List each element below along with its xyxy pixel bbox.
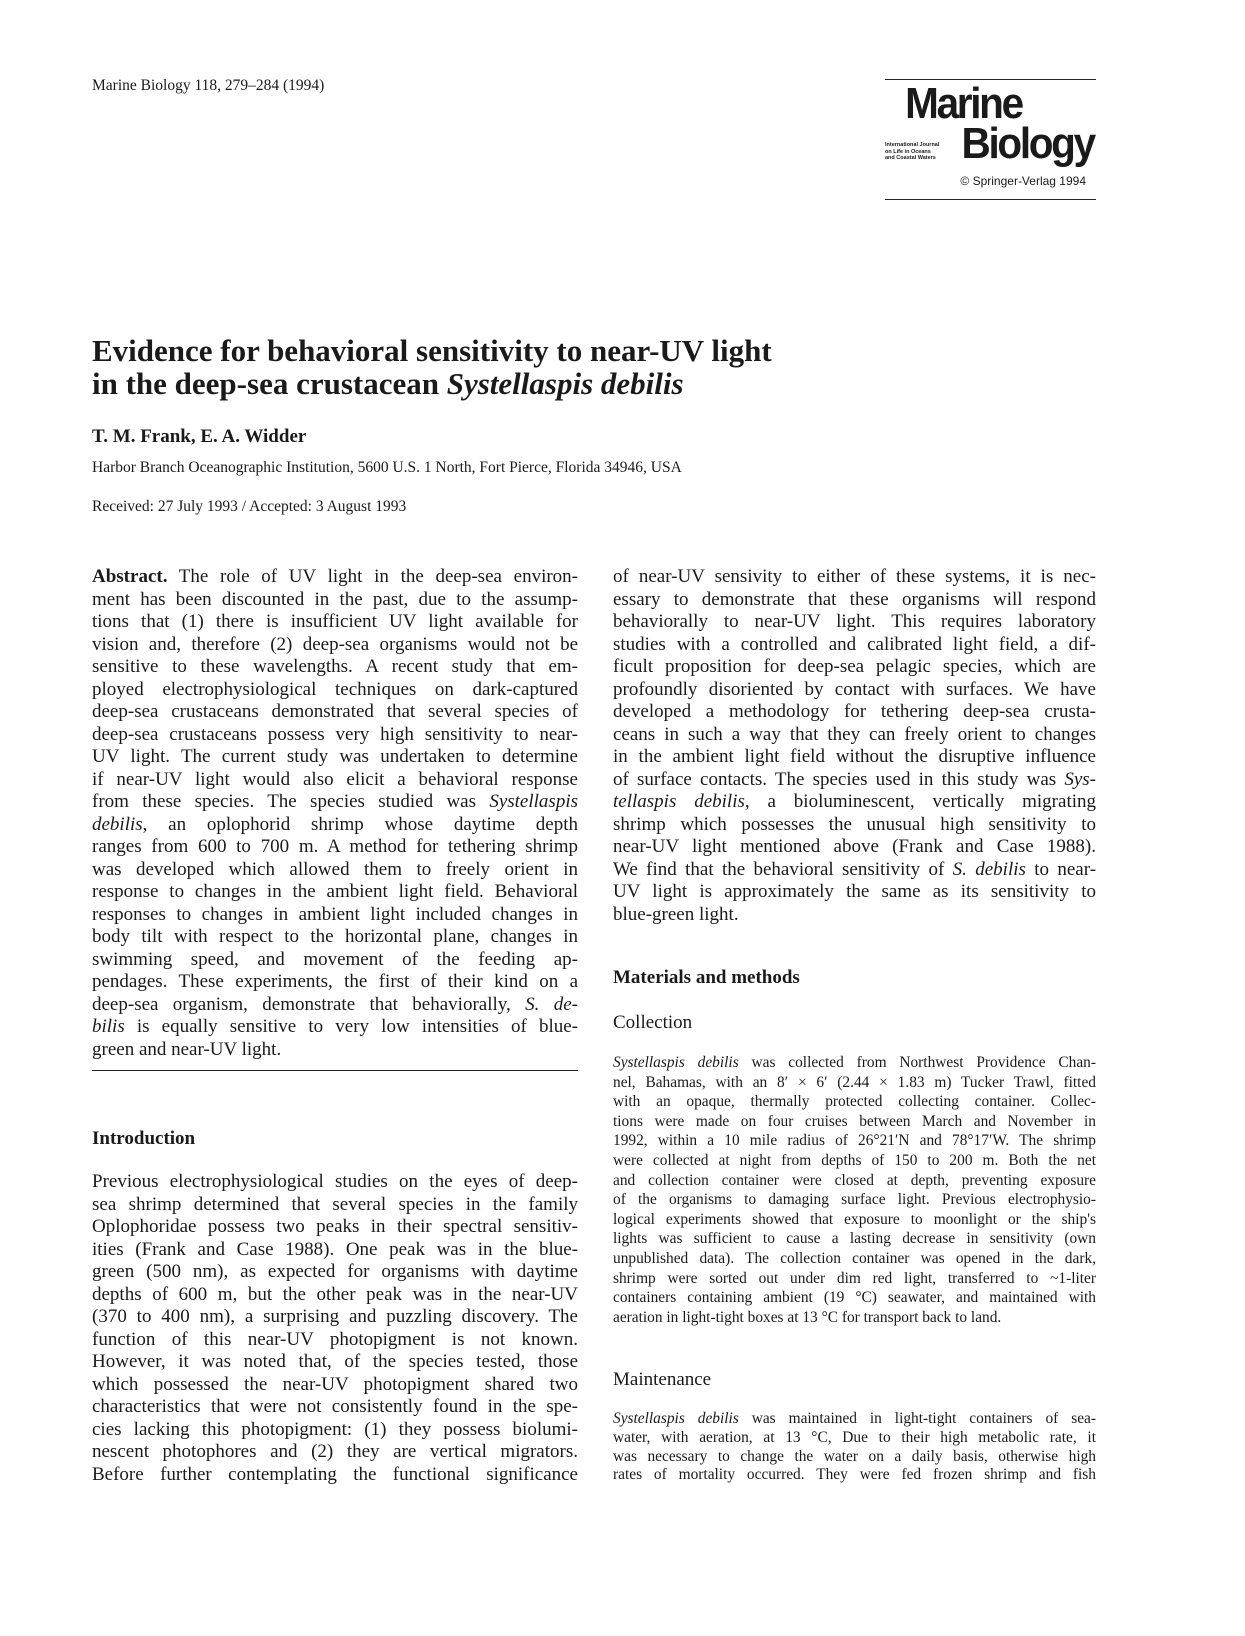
- journal-reference: Marine Biology 118, 279–284 (1994): [92, 77, 325, 94]
- authors: T. M. Frank, E. A. Widder: [92, 426, 307, 447]
- text-segment: We find that the behavioral sensitivity of: [613, 858, 953, 880]
- text-segment: , an oplophorid shrimp whose daytime depth: [142, 813, 578, 835]
- text-segment: Oplophoridae possess two peaks in their spectral sensitiv-: [92, 1216, 578, 1237]
- text-line: [613, 746, 1096, 769]
- text-line: [613, 566, 1096, 589]
- text-segment: deep-sea organism, demonstrate that behaviorally,: [92, 993, 526, 1015]
- text-segment: ment has been discounted in the past, due to the assump-: [92, 588, 578, 610]
- text-segment: deep-sea crustaceans demonstrated that several species of: [92, 701, 578, 722]
- text-segment: was necessary to change the water on a daily basis, otherwise high: [613, 1447, 1096, 1465]
- text-segment: in the ambient light field without the disruptive influence: [613, 746, 1096, 767]
- text-line: [613, 1448, 1096, 1467]
- text-line: [613, 724, 1096, 747]
- text-segment: nel, Bahamas, with an 8′ × 6′ (2.44 × 1.83 m) Tucker Trawl, fitted: [613, 1073, 1096, 1091]
- copyright: © Springer-Verlag 1994: [960, 174, 1086, 188]
- text-line: [613, 1466, 1096, 1485]
- text-line: [613, 634, 1096, 657]
- text-segment: was developed which allowed them to freely orient in: [92, 858, 578, 880]
- article-title: [92, 334, 772, 400]
- text-line: [613, 1092, 1096, 1112]
- text-line: [613, 1131, 1096, 1151]
- text-line: [613, 1269, 1096, 1289]
- logo-word-biology: Biology: [961, 119, 1094, 168]
- abstract-divider: [92, 1070, 578, 1071]
- text-segment: tions that (1) there is insufficient UV light available for: [92, 611, 578, 632]
- text-segment: of near-UV sensivity to either of these systems, it is nec-: [613, 566, 1096, 587]
- text-line: [92, 971, 578, 994]
- italic-text: Systellaspis: [489, 791, 578, 812]
- text-line: [613, 1288, 1096, 1308]
- text-segment: behaviorally to near-UV light. This requires laboratory: [613, 611, 1096, 632]
- italic-text: Systellaspis debilis: [446, 366, 684, 401]
- text-segment: to near-: [1025, 858, 1097, 880]
- text-line: [613, 1112, 1096, 1132]
- text-segment: ities (Frank and Case 1988). One peak was in the blue-: [92, 1238, 578, 1260]
- text-segment: The role of UV light in the deep-sea environ-: [167, 566, 578, 587]
- text-line: [92, 634, 578, 657]
- text-line: [613, 904, 1096, 927]
- text-line: [92, 1441, 578, 1464]
- text-line: [613, 1190, 1096, 1210]
- bold-label: Abstract.: [92, 566, 168, 587]
- text-segment: Previous electrophysiological studies on the eyes of deep-: [92, 1171, 578, 1192]
- text-line: [92, 1374, 578, 1397]
- text-segment: cies lacking this photopigment: (1) they possess biolumi-: [92, 1418, 578, 1440]
- introduction-heading: Introduction: [92, 1128, 196, 1149]
- text-segment: Before further contemplating the functional significance: [92, 1463, 578, 1485]
- text-line: [92, 334, 772, 367]
- logo-subtitle: [885, 142, 945, 162]
- text-segment: nescent photophores and (2) they are vertical migrators.: [92, 1441, 578, 1462]
- text-line: [92, 724, 578, 747]
- text-line: [613, 1308, 1096, 1328]
- italic-text: Systellaspis debilis: [613, 1054, 739, 1071]
- text-segment: Evidence for behavioral sensitivity to near-UV light: [92, 333, 772, 368]
- text-line: [613, 1171, 1096, 1191]
- text-line: [92, 1216, 578, 1239]
- text-segment: studies with a controlled and calibrated light field, a dif-: [613, 633, 1096, 655]
- text-segment: unpublished data). The collection container was opened in the dark,: [613, 1249, 1096, 1267]
- text-line: [613, 611, 1096, 634]
- italic-text: debilis: [92, 813, 143, 835]
- collection-heading: Collection: [613, 1012, 693, 1033]
- text-segment: UV light. The current study was undertaken to determine: [92, 746, 578, 767]
- text-segment: lights was sufficient to cause a lasting decrease in sensitivity (own: [613, 1230, 1096, 1248]
- text-segment: which possessed the near-UV photopigment shared two: [92, 1373, 578, 1395]
- text-segment: (370 to 400 nm), a surprising and puzzling discovery. The: [92, 1306, 578, 1327]
- text-line: [92, 994, 578, 1017]
- affiliation: Harbor Branch Oceanographic Institution, 5600 U.S. 1 North, Fort Pierce, Florida 34946, USA: [92, 459, 682, 476]
- text-segment: body tilt with respect to the horizontal plane, changes in: [92, 926, 578, 947]
- text-line: [92, 814, 578, 837]
- text-line: [92, 611, 578, 634]
- methods-heading: Materials and methods: [613, 967, 800, 988]
- text-line: [613, 859, 1096, 882]
- abstract: [92, 566, 578, 1061]
- text-line: [613, 836, 1096, 859]
- logo-subtitle-line: and Coastal Waters: [885, 155, 936, 161]
- text-segment: depths of 600 m, but the other peak was in the near-UV: [92, 1283, 578, 1305]
- text-line: [613, 1210, 1096, 1230]
- text-segment: vision and, therefore (2) deep-sea organisms would not be: [92, 633, 578, 655]
- text-line: [613, 1053, 1096, 1073]
- text-line: [92, 949, 578, 972]
- text-line: [92, 367, 772, 400]
- journal-logo: [885, 79, 1096, 200]
- text-line: [92, 1306, 578, 1329]
- text-segment: shrimp were sorted out under dim red light, transferred to ~1-liter: [613, 1269, 1096, 1287]
- italic-text: bilis: [92, 1016, 125, 1037]
- text-line: [92, 746, 578, 769]
- text-line: [613, 1410, 1096, 1429]
- text-segment: profoundly disoriented by contact with surfaces. We have: [613, 678, 1096, 700]
- text-segment: swimming speed, and movement of the feeding ap-: [92, 948, 578, 970]
- text-line: [92, 836, 578, 859]
- text-line: [92, 1039, 578, 1062]
- text-segment: developed a methodology for tethering deep-sea crusta-: [613, 701, 1096, 722]
- italic-text: S. de-: [525, 993, 578, 1015]
- text-line: [613, 701, 1096, 724]
- text-segment: if near-UV light would also elicit a behavioral response: [92, 768, 578, 790]
- text-line: [92, 1351, 578, 1374]
- text-line: [613, 814, 1096, 837]
- italic-text: tellaspis debilis: [613, 791, 745, 812]
- text-segment: containers containing ambient (19 °C) seawater, and maintained with: [613, 1289, 1096, 1307]
- text-segment: shrimp which possesses the unusual high sensitivity to: [613, 813, 1096, 835]
- text-segment: logical experiments showed that exposure to moonlight or the ship's: [613, 1210, 1096, 1228]
- text-line: [92, 656, 578, 679]
- text-segment: essary to demonstrate that these organisms will respond: [613, 588, 1096, 610]
- text-segment: were collected at night from depths of 150 to 200 m. Both the net: [613, 1151, 1096, 1169]
- text-line: [92, 1261, 578, 1284]
- text-segment: ceans in such a way that they can freely orient to changes: [613, 723, 1096, 745]
- text-line: [92, 589, 578, 612]
- text-segment: ployed electrophysiological techniques on dark-captured: [92, 678, 578, 700]
- text-line: [613, 1429, 1096, 1448]
- text-line: [92, 1239, 578, 1262]
- text-segment: UV light is approximately the same as its sensitivity to: [613, 881, 1096, 902]
- text-line: [92, 769, 578, 792]
- text-line: [92, 1464, 578, 1487]
- received-dates: Received: 27 July 1993 / Accepted: 3 August 1993: [92, 498, 407, 515]
- text-line: [613, 1073, 1096, 1093]
- text-line: [613, 656, 1096, 679]
- text-segment: from these species. The species studied was: [92, 791, 490, 812]
- text-line: [92, 926, 578, 949]
- text-line: [92, 1284, 578, 1307]
- text-segment: was maintained in light-tight containers of sea-: [738, 1410, 1096, 1427]
- text-segment: aeration in light-tight boxes at 13 °C for transport back to land.: [613, 1308, 1002, 1326]
- text-segment: blue-green light.: [613, 903, 739, 925]
- text-segment: water, with aeration, at 13 °C, Due to their high metabolic rate, it: [613, 1428, 1096, 1446]
- italic-text: S. debilis: [952, 858, 1026, 880]
- text-line: [92, 1171, 578, 1194]
- text-segment: rates of mortality occurred. They were fed frozen shrimp and fish: [613, 1466, 1096, 1484]
- text-segment: of surface contacts. The species used in this study was: [613, 768, 1065, 790]
- text-segment: tions were made on four cruises between March and November in: [613, 1112, 1096, 1130]
- text-segment: characteristics that were not consistently found in the spe-: [92, 1396, 578, 1417]
- text-line: [92, 1396, 578, 1419]
- italic-text: Systellaspis debilis: [613, 1410, 739, 1427]
- text-segment: 1992, within a 10 mile radius of 26°21′N and 78°17′W. The shrimp: [613, 1132, 1096, 1150]
- maintenance-heading: Maintenance: [613, 1369, 712, 1390]
- text-line: [613, 1229, 1096, 1249]
- logo-subtitle-line: on Life in Oceans: [885, 148, 931, 155]
- text-segment: with an opaque, thermally protected collecting container. Collec-: [613, 1093, 1096, 1111]
- text-line: [613, 1249, 1096, 1269]
- text-line: [613, 1151, 1096, 1171]
- text-segment: responses to changes in ambient light included changes in: [92, 903, 578, 925]
- text-line: [92, 859, 578, 882]
- italic-text: Sys-: [1064, 768, 1096, 790]
- text-segment: sea shrimp determined that several species in the family: [92, 1193, 578, 1215]
- text-segment: is equally sensitive to very low intensities of blue-: [124, 1016, 578, 1037]
- collection-body: [613, 1053, 1096, 1327]
- text-segment: green (500 nm), as expected for organisms with daytime: [92, 1261, 578, 1282]
- text-line: [613, 589, 1096, 612]
- text-line: [92, 1329, 578, 1352]
- text-segment: deep-sea crustaceans possess very high sensitivity to near-: [92, 723, 578, 745]
- text-segment: in the deep-sea crustacean: [92, 366, 447, 401]
- text-segment: ficult proposition for deep-sea pelagic species, which are: [613, 656, 1096, 677]
- text-line: [613, 881, 1096, 904]
- text-line: [92, 904, 578, 927]
- text-segment: , a bioluminescent, vertically migrating: [744, 791, 1097, 812]
- text-segment: response to changes in the ambient light field. Behavioral: [92, 881, 578, 902]
- text-segment: green and near-UV light.: [92, 1038, 282, 1060]
- text-line: [613, 791, 1096, 814]
- text-segment: ranges from 600 to 700 m. A method for tethering shrimp: [92, 836, 578, 857]
- text-line: [92, 1016, 578, 1039]
- text-line: [613, 679, 1096, 702]
- text-line: [92, 791, 578, 814]
- text-segment: and collection container were closed at depth, preventing exposure: [613, 1171, 1096, 1189]
- text-line: [92, 881, 578, 904]
- text-segment: was collected from Northwest Providence Chan-: [738, 1054, 1096, 1071]
- introduction-continued: [613, 566, 1096, 926]
- text-line: [92, 1419, 578, 1442]
- text-line: [92, 701, 578, 724]
- text-line: [92, 1194, 578, 1217]
- logo-subtitle-line: International Journal: [885, 142, 940, 148]
- text-line: [92, 566, 578, 589]
- text-line: [92, 679, 578, 702]
- logo-word-marine: Marine: [905, 79, 1022, 128]
- text-segment: However, it was noted that, of the species tested, those: [92, 1351, 578, 1372]
- text-segment: pendages. These experiments, the first of their kind on a: [92, 971, 578, 992]
- maintenance-body: [613, 1410, 1096, 1485]
- text-line: [613, 769, 1096, 792]
- introduction-body: [92, 1171, 578, 1486]
- text-segment: function of this near-UV photopigment is not known.: [92, 1328, 578, 1350]
- text-segment: near-UV light mentioned above (Frank and Case 1988).: [613, 836, 1096, 857]
- text-segment: of the organisms to damaging surface light. Previous electrophysio-: [613, 1191, 1096, 1209]
- text-segment: sensitive to these wavelengths. A recent study that em-: [92, 656, 578, 677]
